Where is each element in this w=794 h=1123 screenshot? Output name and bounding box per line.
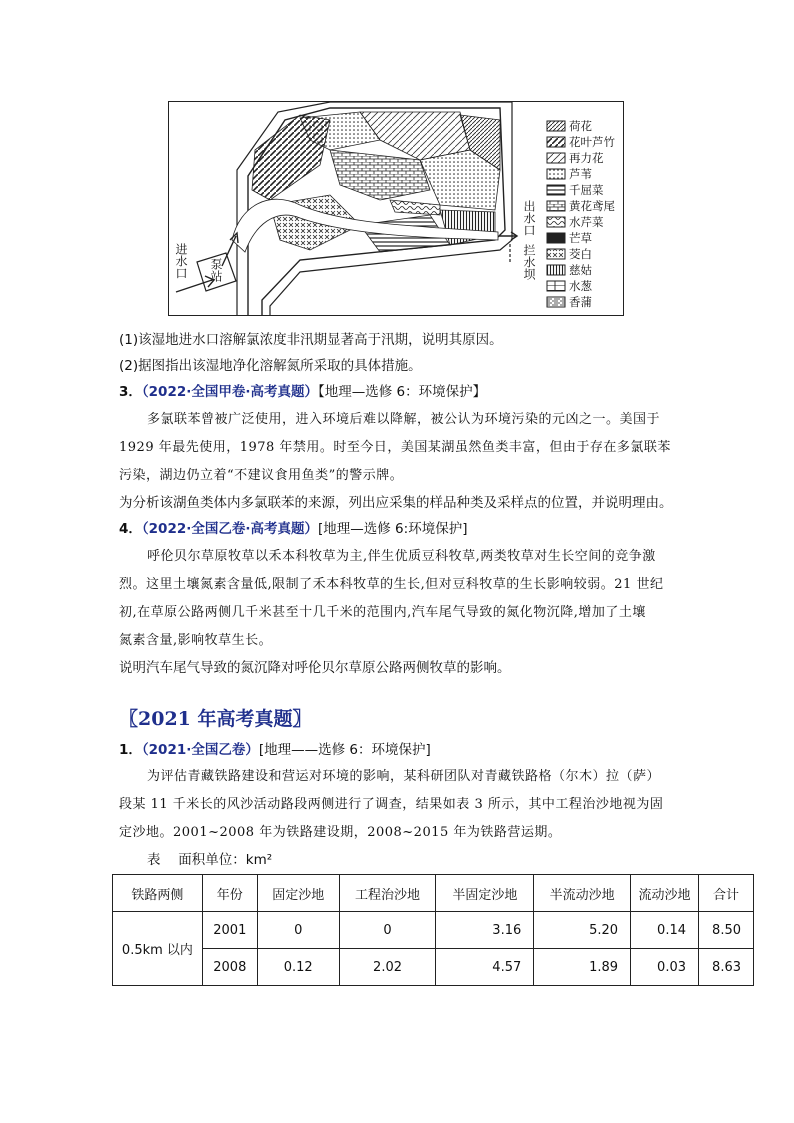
table-header-cell: 铁路两侧 <box>113 875 203 912</box>
section-title-2021: 〖2021 年高考真题〗 <box>119 708 312 730</box>
table-row <box>113 949 754 986</box>
wetland-map-drawing <box>0 0 794 330</box>
q4-source: （2022·全国乙卷·高考真题） <box>141 521 318 537</box>
q3-paragraph-line-3: 污染，湖边仍立着“不建议食用鱼类”的警示牌。 <box>119 468 404 483</box>
legend-label-scirpus: 水葱 <box>569 279 592 293</box>
table-header-row <box>113 875 754 912</box>
q1-2021-tag: [地理——选修 6：环境保护] <box>258 742 431 758</box>
table-cell: 8.50 <box>699 912 754 949</box>
legend-label-lythrum: 千屈菜 <box>569 183 604 197</box>
q1-2021-number: 1． <box>119 742 142 758</box>
q3-paragraph-line-1: 多氯联苯曾被广泛使用，进入环境后难以降解，被公认为环境污染的元凶之一。美国于 <box>147 412 661 427</box>
table-header-cell: 年份 <box>202 875 257 912</box>
dam-label: 拦水坝 <box>522 244 536 280</box>
table-cell: 2.02 <box>339 949 436 986</box>
q1-2021-source: （2021·全国乙卷） <box>141 742 259 758</box>
table-cell: 4.57 <box>436 949 534 986</box>
table-row <box>113 912 754 949</box>
sand-area-table <box>112 874 754 986</box>
legend-label-cress: 水芹菜 <box>569 215 604 229</box>
table-cell: 0.12 <box>257 949 339 986</box>
table-cell: 1.89 <box>534 949 631 986</box>
legend-label-thalia: 再力花 <box>569 151 604 165</box>
q2-subquestion-1: (1)该湿地进水口溶解氯浓度非汛期显著高于汛期，说明其原因。 <box>119 332 503 348</box>
legend-label-sagittaria: 慈姑 <box>569 263 592 277</box>
legend-label-reed: 芦苇 <box>569 167 592 181</box>
inlet-label: 进水口 <box>174 243 188 279</box>
q4-heading <box>119 519 467 539</box>
pump-station-label: 泵站 <box>209 258 223 282</box>
legend-swatches <box>547 121 565 307</box>
table-caption: 表 面积单位：km² <box>147 852 273 868</box>
table-cell: 5.20 <box>534 912 631 949</box>
q1-2021-heading <box>119 740 431 760</box>
q1-2021-paragraph-line-1: 为评估青藏铁路建设和营运对环境的影响，某科研团队对青藏铁路格（尔木）拉（萨） <box>147 769 661 784</box>
table-cell: 0.14 <box>631 912 699 949</box>
table-cell: 3.16 <box>436 912 534 949</box>
q3-number: 3． <box>119 384 142 400</box>
q3-source: （2022·全国甲卷·高考真题） <box>141 384 318 400</box>
table-cell: 0 <box>339 912 436 949</box>
table-cell: 8.63 <box>699 949 754 986</box>
legend-label-zizania: 茭白 <box>569 247 592 261</box>
q3-paragraph-line-2: 1929 年最先使用，1978 年禁用。时至今日，美国某湖虽然鱼类丰富，但由于存在多氯联苯 <box>119 440 671 455</box>
table-group-label: 0.5km 以内 <box>113 912 203 986</box>
q4-paragraph-line-4: 氮素含量,影响牧草生长。 <box>119 633 273 648</box>
table-header-cell: 工程治沙地 <box>339 875 436 912</box>
table-header-cell: 半固定沙地 <box>436 875 534 912</box>
legend-label-arundo: 花叶芦竹 <box>569 135 615 149</box>
table-header-cell: 流动沙地 <box>631 875 699 912</box>
legend-label-miscanthus: 芒草 <box>569 231 592 245</box>
q1-2021-paragraph-line-2: 段某 11 千米长的风沙活动路段两侧进行了调查，结果如表 3 所示，其中工程治沙地视为固 <box>119 797 664 812</box>
table-cell: 0.03 <box>631 949 699 986</box>
table-header-cell: 固定沙地 <box>257 875 339 912</box>
q4-paragraph-line-2: 烈。这里土壤氮素含量低,限制了禾本科牧草的生长,但对豆科牧草的生长影响较弱。21 世纪 <box>119 577 664 592</box>
q3-heading <box>119 382 486 402</box>
legend-label-typha: 香蒲 <box>569 295 592 309</box>
outlet-label: 出水口 <box>522 200 536 236</box>
q4-question: 说明汽车尾气导致的氮沉降对呼伦贝尔草原公路两侧牧草的影响。 <box>119 660 511 676</box>
q3-question: 为分析该湖鱼类体内多氯联苯的来源，列出应采集的样品种类及采样点的位置，并说明理由。 <box>119 495 673 511</box>
legend-label-iris: 黄花鸢尾 <box>569 199 615 213</box>
map-legend <box>569 119 621 311</box>
q4-paragraph-line-1: 呼伦贝尔草原牧草以禾本科牧草为主,伴生优质豆科牧草,两类牧草对生长空间的竞争激 <box>147 549 656 564</box>
q3-tag: 【地理—选修 6：环境保护】 <box>318 384 487 400</box>
q2-subquestion-2: (2)据图指出该湿地净化溶解氮所采取的具体措施。 <box>119 358 422 374</box>
table-header-cell: 半流动沙地 <box>534 875 631 912</box>
table-cell: 0 <box>257 912 339 949</box>
table-cell: 2008 <box>202 949 257 986</box>
q4-paragraph-line-3: 初,在草原公路两侧几千米甚至十几千米的范围内,汽车尾气导致的氮化物沉降,增加了土壤 <box>119 605 646 620</box>
q4-number: 4． <box>119 521 142 537</box>
q4-tag: [地理—选修 6:环境保护] <box>318 521 468 537</box>
table-header-cell: 合计 <box>699 875 754 912</box>
table-cell: 2001 <box>202 912 257 949</box>
q1-2021-paragraph-line-3: 定沙地。2001~2008 年为铁路建设期，2008~2015 年为铁路营运期。 <box>119 825 562 840</box>
legend-label-lotus: 荷花 <box>569 119 592 133</box>
